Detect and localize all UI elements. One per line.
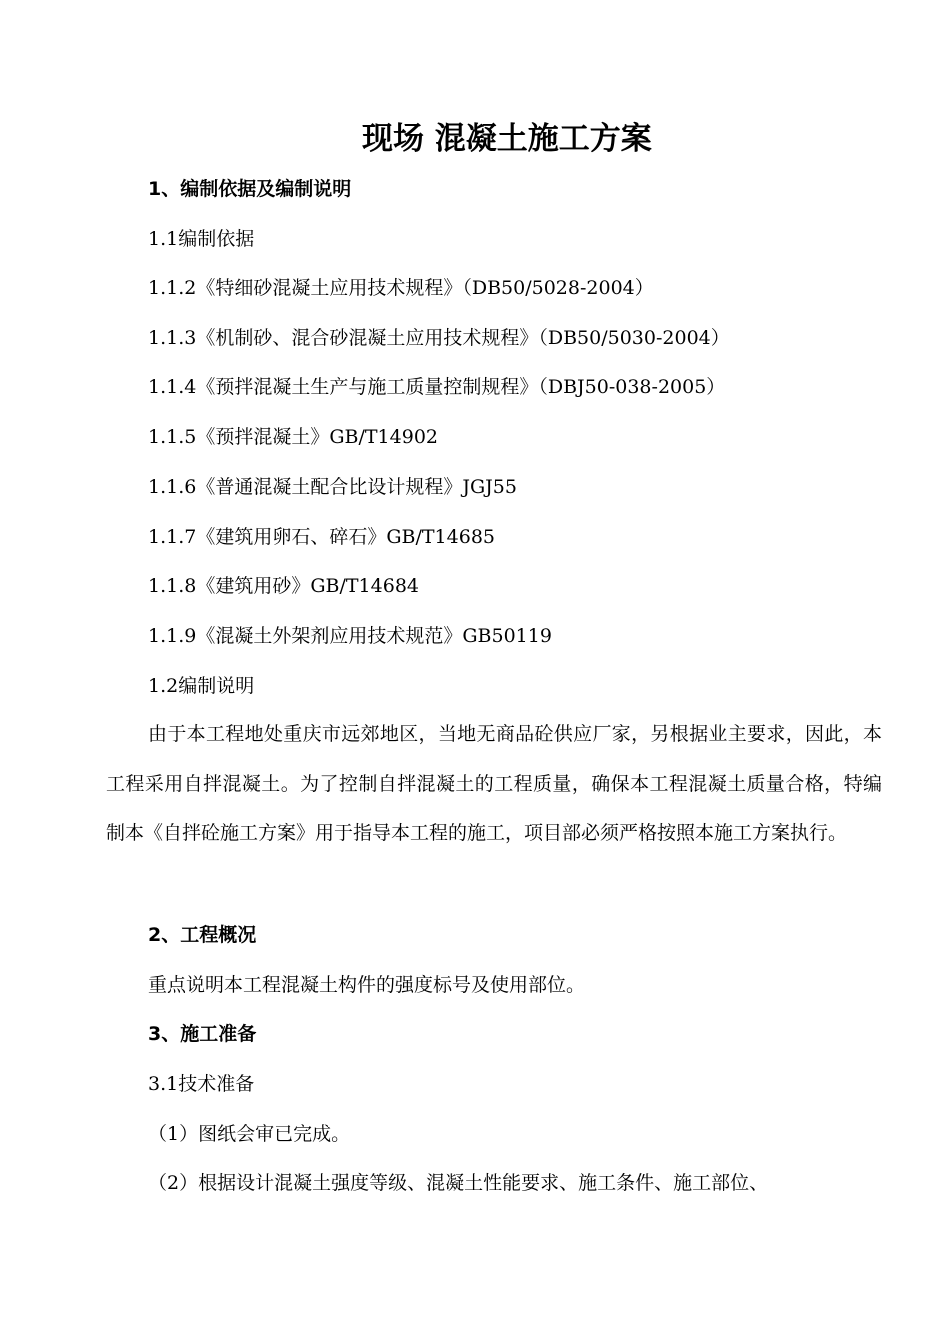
section-1-heading: 1、编制依据及编制说明 [148,178,352,200]
list-item: （2）根据设计混凝土强度等级、混凝土性能要求、施工条件、施工部位、 [148,1172,769,1194]
document-title: 现场 混凝土施工方案 [362,121,652,157]
list-item: （1）图纸会审已完成。 [148,1123,351,1145]
reference-item: 1.1.7《建筑用卵石、碎石》GB/T14685 [148,526,496,548]
reference-item: 1.1.5《预拌混凝土》GB/T14902 [148,426,439,448]
reference-item: 1.1.6《普通混凝土配合比设计规程》JGJ55 [148,476,517,498]
section-1-2-heading: 1.2编制说明 [148,675,255,697]
section-1-1-heading: 1.1编制依据 [148,228,255,250]
section-2-paragraph: 重点说明本工程混凝土构件的强度标号及使用部位。 [148,974,586,996]
section-3-heading: 3、施工准备 [148,1023,257,1045]
reference-item: 1.1.3《机制砂、混合砂混凝土应用技术规程》（DB50/5030-2004） [148,327,730,349]
reference-item: 1.1.2《特细砂混凝土应用技术规程》（DB50/5028-2004） [148,277,654,299]
section-2-heading: 2、工程概况 [148,924,257,946]
reference-item: 1.1.9《混凝土外架剂应用技术规范》GB50119 [148,625,552,647]
reference-item: 1.1.4《预拌混凝土生产与施工质量控制规程》（DBJ50-038-2005） [148,376,726,398]
section-1-2-paragraph: 由于本工程地处重庆市远郊地区，当地无商品砼供应厂家，另根据业主要求，因此，本工程采用自拌混凝土。为了控制自拌混凝土的工程质量，确保本工程混凝土质量合格，特编制本《自拌砼施工方案》用于指导本工程的施工，项目部必须严格按照本施工方案执行。 [106,723,882,845]
reference-item: 1.1.8《建筑用砂》GB/T14684 [148,575,420,597]
section-3-1-heading: 3.1技术准备 [148,1073,255,1095]
